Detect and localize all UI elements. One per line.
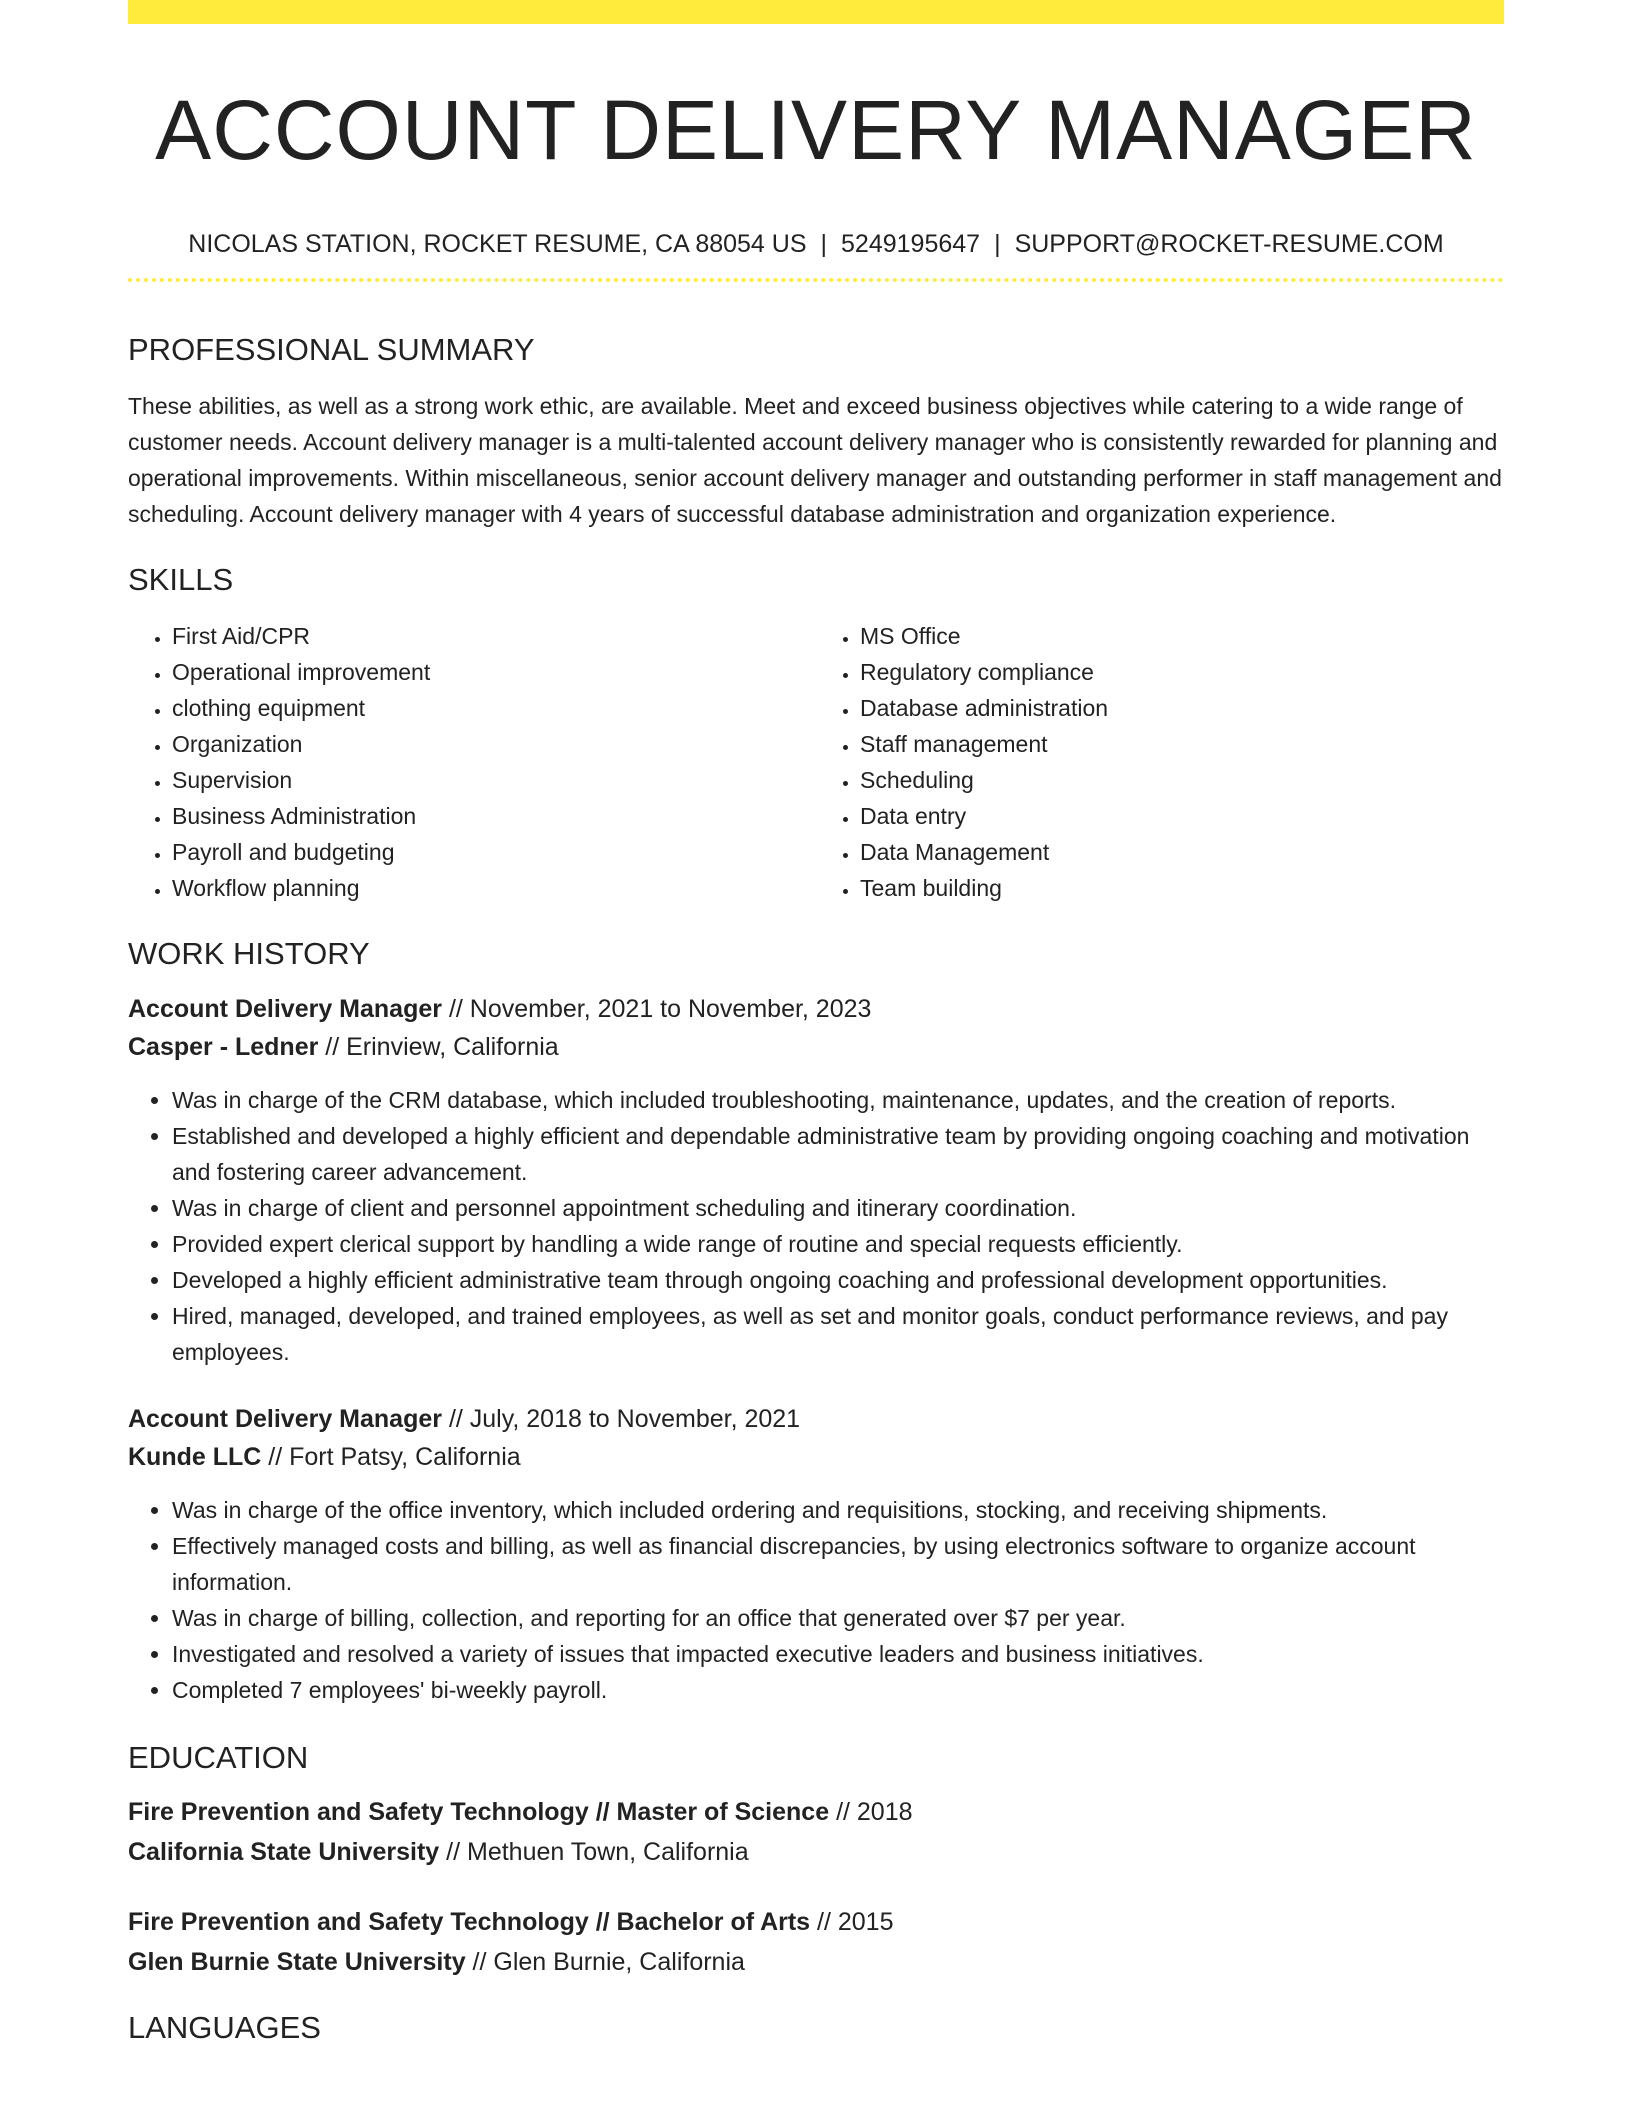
skill-item: • Supervision	[172, 762, 816, 798]
skills-column-right	[816, 618, 1504, 906]
education-location: // Glen Burnie, California	[465, 1948, 745, 1976]
skills-column-left	[128, 618, 816, 906]
education-heading: EDUCATION	[128, 1740, 309, 1775]
education-degree: Fire Prevention and Safety Technology // Master of Science	[128, 1798, 830, 1826]
list-item: • Was in charge of the CRM database, which included troubleshooting, maintenance, updates, and the creation of reports.	[172, 1082, 1504, 1118]
skill-item: • Payroll and budgeting	[172, 834, 816, 870]
list-item: • Developed a highly efficient administrative team through ongoing coaching and professional development opportunities.	[172, 1262, 1504, 1298]
list-item: • Established and developed a highly efficient and dependable administrative team by providing ongoing coaching and motivation and fostering career advancement.	[172, 1118, 1504, 1190]
job-title-line	[128, 990, 1504, 1028]
work-history-heading: WORK HISTORY	[128, 936, 370, 971]
education-location: // Methuen Town, California	[439, 1838, 749, 1866]
skill-item: • Organization	[172, 726, 816, 762]
job-company: Kunde LLC	[128, 1443, 262, 1471]
skills-heading: SKILLS	[128, 562, 234, 597]
job-dates: // November, 2021 to November, 2023	[442, 995, 872, 1023]
education-entry	[128, 1902, 1504, 1982]
skill-item: • Database administration	[860, 690, 1504, 726]
summary-heading: PROFESSIONAL SUMMARY	[128, 332, 535, 367]
job-bullets	[128, 1082, 1504, 1370]
list-item: • Hired, managed, developed, and trained employees, as well as set and monitor goals, conduct performance reviews, and pay employees.	[172, 1298, 1504, 1370]
list-item: • Provided expert clerical support by handling a wide range of routine and special requests efficiently.	[172, 1226, 1504, 1262]
job-location: // Fort Patsy, California	[261, 1443, 521, 1471]
education-degree: Fire Prevention and Safety Technology // Bachelor of Arts	[128, 1908, 811, 1936]
list-item: • Was in charge of the office inventory, which included ordering and requisitions, stocking, and receiving shipments.	[172, 1492, 1504, 1528]
resume-page	[128, 0, 1504, 2048]
skill-item: • Scheduling	[860, 762, 1504, 798]
page-title: ACCOUNT DELIVERY MANAGER	[155, 83, 1477, 177]
skills-list	[128, 618, 1504, 906]
education-school: Glen Burnie State University	[128, 1948, 466, 1976]
job-location: // Erinview, California	[318, 1033, 559, 1061]
education-school-line	[128, 1942, 1504, 1982]
skill-item: • Staff management	[860, 726, 1504, 762]
job-company-line	[128, 1028, 1504, 1066]
contact-line	[128, 228, 1504, 260]
education-degree-line	[128, 1902, 1504, 1942]
separator: |	[994, 230, 1001, 258]
job-company: Casper - Ledner	[128, 1033, 319, 1061]
education-school-line	[128, 1832, 1504, 1872]
list-item: • Investigated and resolved a variety of issues that impacted executive leaders and business initiatives.	[172, 1636, 1504, 1672]
address: NICOLAS STATION, ROCKET RESUME, CA 88054 US	[188, 230, 807, 258]
job-title: Account Delivery Manager	[128, 1405, 442, 1433]
skill-item: • clothing equipment	[172, 690, 816, 726]
divider	[128, 278, 1504, 282]
education-entry	[128, 1792, 1504, 1872]
email: SUPPORT@ROCKET-RESUME.COM	[1014, 230, 1444, 258]
list-item: • Was in charge of billing, collection, and reporting for an office that generated over $7 per year.	[172, 1600, 1504, 1636]
skill-item: • MS Office	[860, 618, 1504, 654]
education-year: // 2018	[829, 1798, 913, 1826]
accent-bar	[128, 0, 1504, 24]
education-school: California State University	[128, 1838, 440, 1866]
skill-item: • Workflow planning	[172, 870, 816, 906]
job-dates: // July, 2018 to November, 2021	[442, 1405, 801, 1433]
job-company-line	[128, 1438, 1504, 1476]
education-degree-line	[128, 1792, 1504, 1832]
separator: |	[820, 230, 828, 258]
summary-text: These abilities, as well as a strong work ethic, are available. Meet and exceed business objectives while catering to a wide range of customer needs. Account delivery manager is a multi-talented account delivery manager who is consistently rewarded for planning and operational improvements. Within miscellaneous, senior account delivery manager and outstanding performer in staff management and scheduling. Account delivery manager with 4 years of successful database administration and organization experience.	[128, 393, 1502, 527]
job-entry	[128, 990, 1504, 1370]
skill-item: • First Aid/CPR	[172, 618, 816, 654]
skill-item: • Team building	[860, 870, 1504, 906]
languages-heading: LANGUAGES	[128, 2010, 321, 2045]
list-item: • Effectively managed costs and billing, as well as financial discrepancies, by using electronics software to organize account information.	[172, 1528, 1504, 1600]
job-title: Account Delivery Manager	[128, 995, 442, 1023]
job-bullets	[128, 1492, 1504, 1708]
skill-item: • Business Administration	[172, 798, 816, 834]
skill-item: • Regulatory compliance	[860, 654, 1504, 690]
list-item: • Completed 7 employees' bi-weekly payroll.	[172, 1672, 1504, 1708]
skill-item: • Data entry	[860, 798, 1504, 834]
skill-item: • Data Management	[860, 834, 1504, 870]
list-item: • Was in charge of client and personnel appointment scheduling and itinerary coordination.	[172, 1190, 1504, 1226]
job-entry	[128, 1400, 1504, 1708]
skill-item: • Operational improvement	[172, 654, 816, 690]
job-title-line	[128, 1400, 1504, 1438]
education-year: // 2015	[810, 1908, 894, 1936]
phone: 5249195647	[841, 230, 981, 258]
